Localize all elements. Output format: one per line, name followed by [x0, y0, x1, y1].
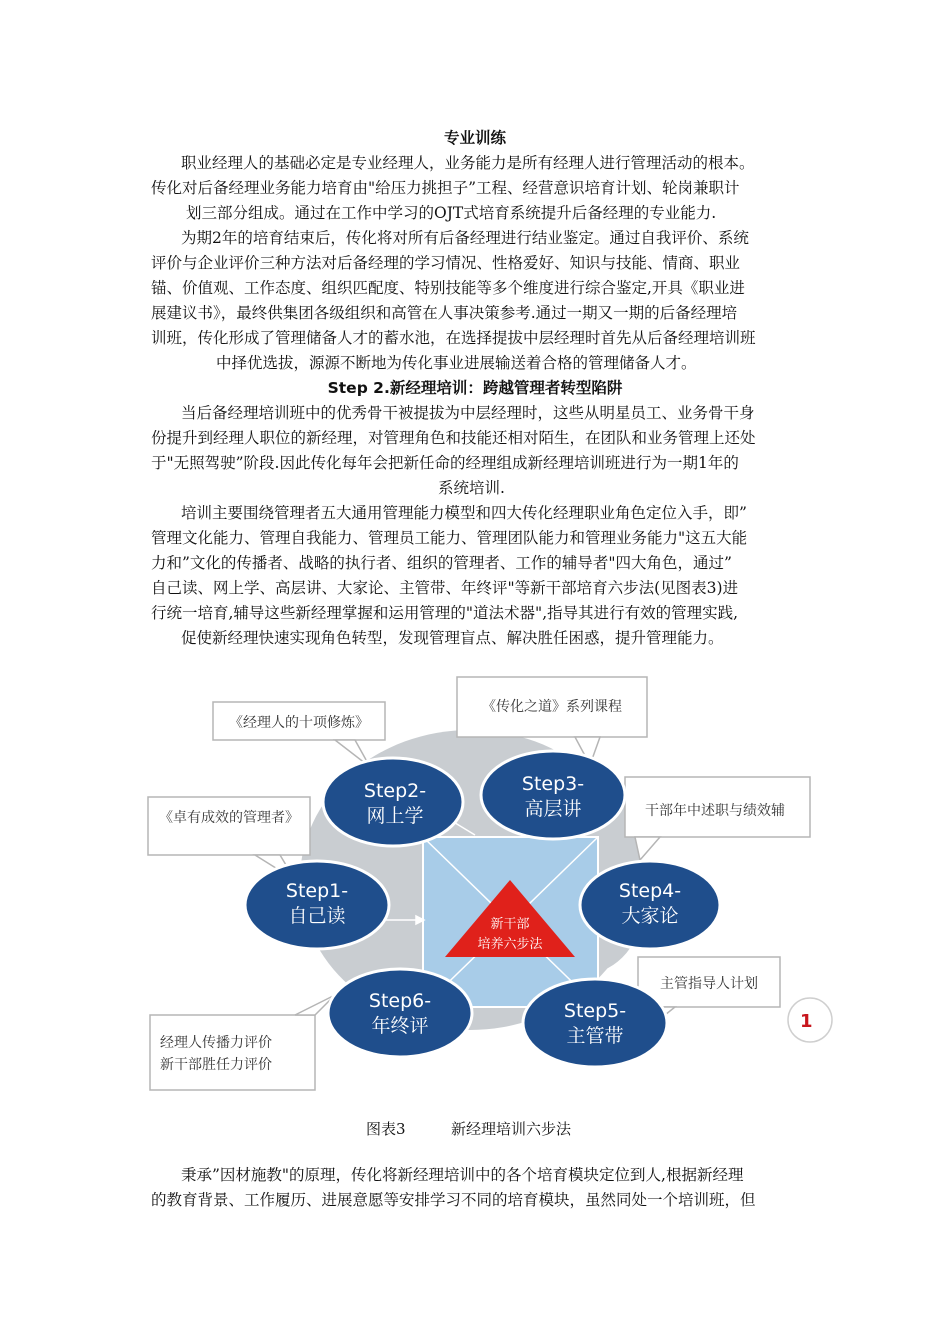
- callout-step6-line2: 新干部胜任力评价: [160, 1057, 272, 1073]
- callout-step2: [213, 702, 385, 767]
- step5-oval: [523, 979, 667, 1067]
- text-line: 训班，传化形成了管理储备人才的蓄水池，在选择提拔中层经理时首先从后备经理培训班: [151, 329, 756, 347]
- step2-label: 网上学: [366, 805, 424, 827]
- text-line: 锚、价值观、工作态度、组织匹配度、特别技能等多个维度进行综合鉴定,开具《职业进: [151, 279, 745, 297]
- section-heading-step2: Step 2.新经理培训：跨越管理者转型陷阱: [327, 379, 623, 397]
- step6-oval: [328, 969, 472, 1057]
- callout-step6: [150, 995, 335, 1090]
- step3-title: Step3-: [521, 773, 585, 795]
- step3-label: 高层讲: [524, 798, 582, 820]
- text-line: 当后备经理培训班中的优秀骨干被提拔为中层经理时，这些从明星员工、业务骨干身: [181, 404, 755, 422]
- text-line: 于"无照驾驶”阶段.因此传化每年会把新任命的经理组成新经理培训班进行为一期1年的: [151, 454, 739, 472]
- callout-step5-text: 主管指导人计划: [660, 976, 758, 992]
- step4-oval: [580, 861, 720, 949]
- step6-title: Step6-: [368, 990, 432, 1012]
- callout-step2-text: 《经理人的十项修炼》: [229, 715, 369, 731]
- six-step-diagram: [145, 665, 813, 1095]
- text-line: 自己读、网上学、高层讲、大家论、主管带、年终评"等新干部培育六步法(见图表3)进: [151, 579, 739, 597]
- step2-oval: [323, 758, 463, 846]
- text-line: 的教育背景、工作履历、进展意愿等安排学习不同的培育模块，虽然同处一个培训班，但: [151, 1191, 756, 1209]
- text-line: 中择优选拔，源源不断地为传化事业进展输送着合格的管理储备人才。: [216, 354, 697, 372]
- text-line: 管理文化能力、管理自我能力、管理员工能力、管理团队能力和管理业务能力"这五大能: [151, 529, 748, 547]
- text-line: 培训主要围绕管理者五大通用管理能力模型和四大传化经理职业角色定位入手，即”: [181, 504, 747, 522]
- section-heading-professional-training: 专业训练: [443, 129, 506, 147]
- text-line: 促使新经理快速实现角色转型，发现管理盲点、解决胜任困惑，提升管理能力。: [181, 629, 724, 647]
- callout-step6-line1: 经理人传播力评价: [160, 1035, 272, 1051]
- figure-caption-title: 新经理培训六步法: [451, 1120, 572, 1138]
- text-line: 行统一培育,辅导这些新经理掌握和运用管理的"道法术器",指导其进行有效的管理实践,: [151, 604, 739, 622]
- step5-title: Step5-: [563, 1000, 627, 1022]
- center-label-line1: 新干部: [490, 917, 530, 932]
- callout-step4-text: 干部年中述职与绩效辅: [645, 803, 785, 819]
- step2-title: Step2-: [363, 780, 427, 802]
- text-line: 展建议书》，最终供集团各级组织和高管在人事决策参考.通过一期又一期的后备经理培: [151, 304, 738, 322]
- text-line: 力和”文化的传播者、战略的执行者、组织的管理者、工作的辅导者"四大角色，通过”: [151, 554, 732, 572]
- step4-label: 大家论: [621, 905, 679, 927]
- text-line: 职业经理人的基础必定是专业经理人，业务能力是所有经理人进行管理活动的根本。: [181, 154, 755, 172]
- text-line: 系统培训.: [438, 479, 505, 497]
- callout-step4: [625, 777, 810, 860]
- text-line: 划三部分组成。通过在工作中学习的OJT式培育系统提升后备经理的专业能力.: [186, 204, 717, 222]
- step5-label: 主管带: [566, 1025, 624, 1047]
- text-line: 评价与企业评价三种方法对后备经理的学习情况、性格爱好、知识与技能、情商、职业: [151, 254, 741, 272]
- text-line: 传化对后备经理业务能力培育由"给压力挑担子”工程、经营意识培育计划、轮岗兼职计: [151, 179, 740, 197]
- text-line: 秉承”因材施教"的原理，传化将新经理培训中的各个培育模块定位到人,根据新经理: [181, 1166, 744, 1184]
- center-label-line2: 培养六步法: [477, 937, 543, 952]
- step1-oval: [245, 861, 389, 949]
- step4-title: Step4-: [618, 880, 682, 902]
- callout-step3-text: 《传化之道》系列课程: [482, 699, 622, 715]
- step1-title: Step1-: [285, 880, 349, 902]
- step3-oval: [481, 751, 625, 839]
- corner-badge-number: 1: [800, 1011, 813, 1032]
- step1-label: 自己读: [288, 905, 346, 927]
- callout-step1-text: 《卓有成效的管理者》: [159, 810, 299, 826]
- step6-label: 年终评: [371, 1015, 429, 1037]
- figure-caption-label: 图表3: [366, 1120, 406, 1138]
- text-line: 份提升到经理人职位的新经理，对管理角色和技能还相对陌生，在团队和业务管理上还处: [151, 429, 756, 447]
- text-line: 为期2年的培育结束后，传化将对所有后备经理进行结业鉴定。通过自我评价、系统: [181, 229, 749, 247]
